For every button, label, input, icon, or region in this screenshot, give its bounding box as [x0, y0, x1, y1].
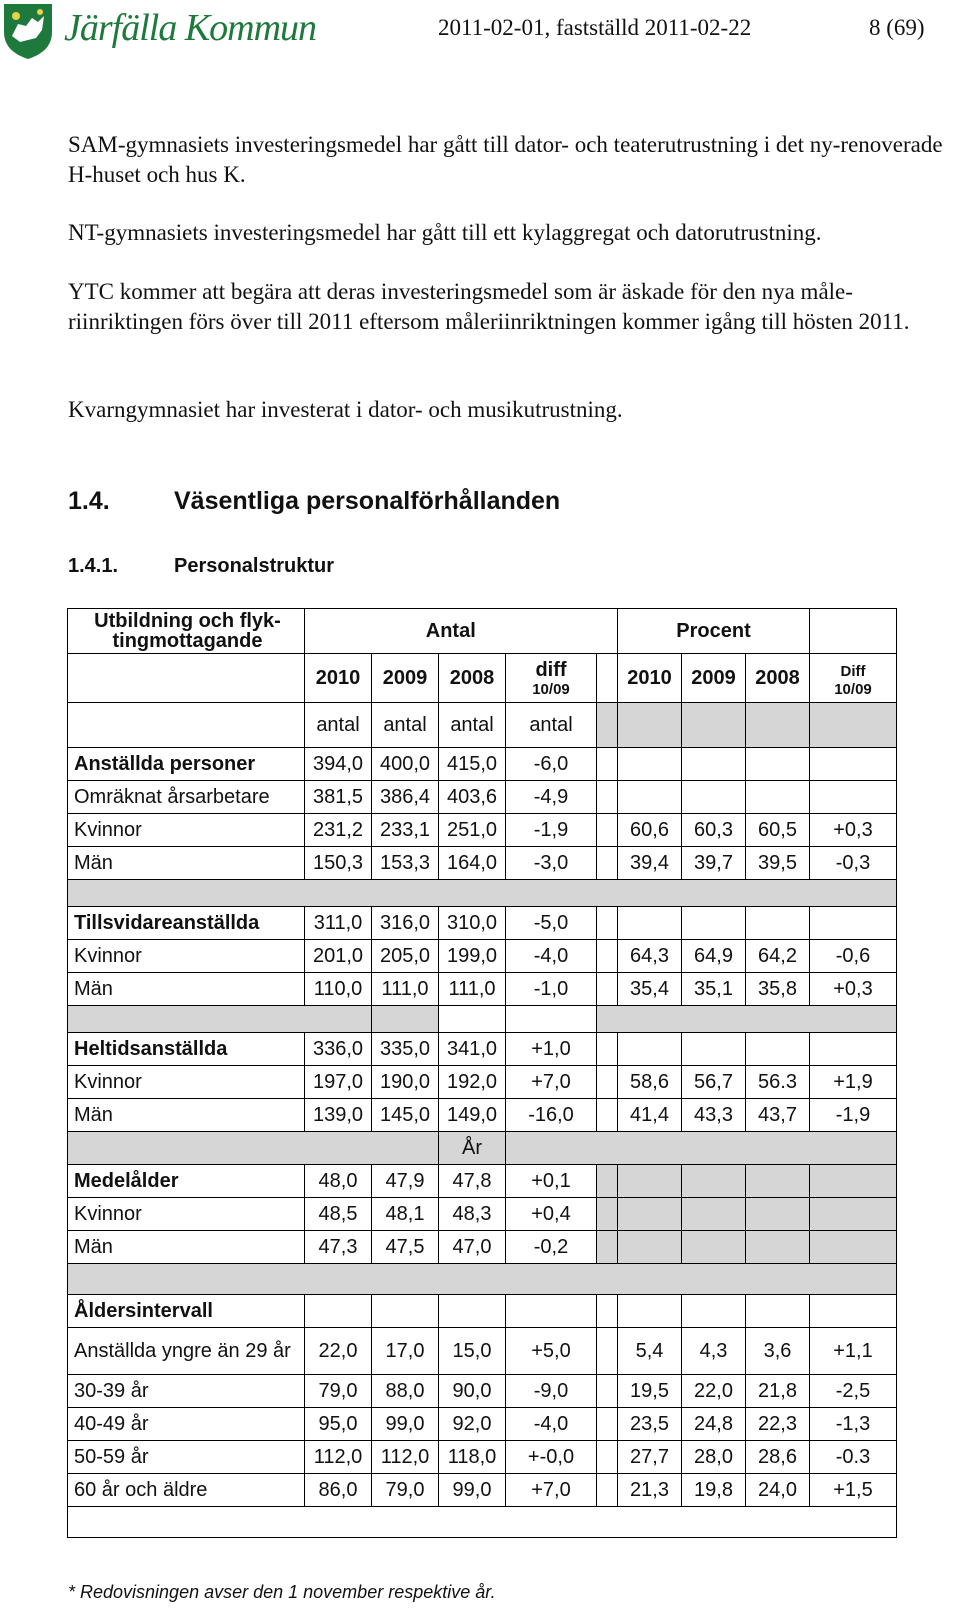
antal-cell: 394,0 [305, 748, 372, 781]
antal-cell: 48,1 [372, 1198, 439, 1231]
procent-cell [682, 1198, 746, 1231]
procent-cell: 22,3 [746, 1408, 810, 1441]
antal-cell: +-0,0 [506, 1441, 597, 1474]
antal-cell: 311,0 [305, 907, 372, 940]
antal-cell: 335,0 [372, 1033, 439, 1066]
table-body-part [68, 748, 897, 880]
antal-cell: 48,0 [305, 1165, 372, 1198]
subsection-number: 1.4.1. [68, 555, 119, 577]
personnel-structure-table [67, 608, 897, 1538]
antal-cell: 92,0 [439, 1408, 506, 1441]
procent-cell [746, 907, 810, 940]
logo-wordmark: Järfälla Kommun [64, 7, 317, 49]
antal-cell: -0,2 [506, 1231, 597, 1264]
procent-cell: 27,7 [618, 1441, 682, 1474]
antal-cell: 79,0 [305, 1375, 372, 1408]
antal-cell: 386,4 [372, 781, 439, 814]
antal-cell: 95,0 [305, 1408, 372, 1441]
procent-cell: -1,9 [810, 1099, 897, 1132]
antal-cell: -6,0 [506, 748, 597, 781]
table-body-part [68, 907, 897, 1006]
antal-cell: 112,0 [372, 1441, 439, 1474]
table-end-row [68, 1507, 897, 1538]
procent-cell [618, 1165, 682, 1198]
procent-cell [810, 1295, 897, 1328]
antal-cell: 118,0 [439, 1441, 506, 1474]
procent-cell: 60,3 [682, 814, 746, 847]
procent-cell [618, 1231, 682, 1264]
row-label: Anställda yngre än 29 år [68, 1328, 305, 1375]
row-label: 30-39 år [68, 1375, 305, 1408]
antal-cell: -4,9 [506, 781, 597, 814]
subsection-title: Personalstruktur [174, 555, 335, 577]
table-row [68, 1295, 897, 1328]
antal-cell: 153,3 [372, 847, 439, 880]
antal-cell: 403,6 [439, 781, 506, 814]
diff-header [506, 654, 597, 703]
procent-cell: 64,2 [746, 940, 810, 973]
procent-cell: -1,3 [810, 1408, 897, 1441]
paragraph-kvarn: Kvarngymnasiet har investerat i dator- och musikutrustning. [68, 397, 623, 422]
procent-cell [746, 1033, 810, 1066]
antal-cell [439, 1295, 506, 1328]
procent-cell: +1,1 [810, 1328, 897, 1375]
procent-cell: 58,6 [618, 1066, 682, 1099]
row-label: Anställda personer [68, 748, 305, 781]
table-row [68, 1375, 897, 1408]
row-label: Heltidsanställda [68, 1033, 305, 1066]
antal-cell: -1,0 [506, 973, 597, 1006]
table-row [68, 940, 897, 973]
procent-cell: +1,9 [810, 1066, 897, 1099]
procent-cell [810, 1033, 897, 1066]
procent-cell: 56,7 [682, 1066, 746, 1099]
antal-cell [305, 1295, 372, 1328]
table-row [68, 1165, 897, 1198]
procent-cell [810, 748, 897, 781]
unit-label: antal [506, 703, 597, 748]
antal-cell: -16,0 [506, 1099, 597, 1132]
procent-cell [682, 748, 746, 781]
antal-cell: +7,0 [506, 1066, 597, 1099]
procent-cell: +0,3 [810, 973, 897, 1006]
antal-cell: 150,3 [305, 847, 372, 880]
antal-cell: 201,0 [305, 940, 372, 973]
antal-cell: 48,5 [305, 1198, 372, 1231]
year-header: 2009 [372, 654, 439, 703]
table-corner-label: Utbildning och flyk-tingmottagande [68, 609, 305, 654]
procent-cell: 19,5 [618, 1375, 682, 1408]
row-label: 40-49 år [68, 1408, 305, 1441]
antal-cell: +0,1 [506, 1165, 597, 1198]
paragraph-ytc: YTC kommer att begära att deras investeringsmedel som är äskade för den nya måle-riinriktingen förs över till 2011 eftersom måleriinriktningen kommer igång till hösten 2011. [68, 279, 910, 334]
table-row [68, 907, 897, 940]
antal-cell: 341,0 [439, 1033, 506, 1066]
procent-cell [618, 1198, 682, 1231]
procent-cell [810, 1165, 897, 1198]
procent-cell: 43,3 [682, 1099, 746, 1132]
row-label: Män [68, 1231, 305, 1264]
table-row [68, 781, 897, 814]
antal-cell: 48,3 [439, 1198, 506, 1231]
table-row [68, 1328, 897, 1375]
antal-cell: 415,0 [439, 748, 506, 781]
procent-cell: 4,3 [682, 1328, 746, 1375]
procent-cell [682, 781, 746, 814]
row-label: Kvinnor [68, 1066, 305, 1099]
paragraph-sam: SAM-gymnasiets investeringsmedel har gått till dator- och teaterutrustning i det ny-renoverade H-huset och hus K. [68, 132, 943, 187]
procent-cell [682, 1231, 746, 1264]
antal-cell: 310,0 [439, 907, 506, 940]
procent-cell: +0,3 [810, 814, 897, 847]
procent-cell: 35,4 [618, 973, 682, 1006]
table-footnote: * Redovisningen avser den 1 november respektive år. [68, 1582, 496, 1602]
procent-cell [618, 1033, 682, 1066]
procent-cell: 23,5 [618, 1408, 682, 1441]
procent-cell [810, 1198, 897, 1231]
antal-cell: +5,0 [506, 1328, 597, 1375]
procent-cell: -0.3 [810, 1441, 897, 1474]
unit-label: antal [305, 703, 372, 748]
table-row [68, 1474, 897, 1507]
procent-cell [746, 1295, 810, 1328]
row-label: Kvinnor [68, 940, 305, 973]
procent-cell: -2,5 [810, 1375, 897, 1408]
procent-cell: 64,9 [682, 940, 746, 973]
antal-cell: 110,0 [305, 973, 372, 1006]
header-row-years [68, 654, 897, 703]
unit-label-ar: År [439, 1132, 506, 1165]
procent-cell: 39,4 [618, 847, 682, 880]
antal-cell: 17,0 [372, 1328, 439, 1375]
diff-header-main: Diff [840, 662, 866, 680]
section-number: 1.4. [68, 487, 110, 515]
procent-cell [810, 907, 897, 940]
paragraph-nt: NT-gymnasiets investeringsmedel har gått till ett kylaggregat och datorutrustning. [68, 220, 822, 245]
antal-cell: 47,3 [305, 1231, 372, 1264]
antal-cell: -3,0 [506, 847, 597, 880]
table-row [68, 973, 897, 1006]
document-date: 2011-02-01, fastställd 2011-02-22 [438, 15, 752, 40]
procent-cell: 35,1 [682, 973, 746, 1006]
antal-cell: 233,1 [372, 814, 439, 847]
procent-cell: +1,5 [810, 1474, 897, 1507]
table-body-part [68, 1165, 897, 1264]
diff-header-main: diff [535, 658, 567, 681]
procent-cell [618, 907, 682, 940]
antal-cell: 47,8 [439, 1165, 506, 1198]
procent-cell: 22,0 [682, 1375, 746, 1408]
diff-header-sub: 10/09 [532, 680, 570, 698]
table-row [68, 1099, 897, 1132]
antal-cell: 251,0 [439, 814, 506, 847]
antal-cell: +7,0 [506, 1474, 597, 1507]
table-row [68, 814, 897, 847]
procent-cell [682, 907, 746, 940]
header-row-groups [68, 609, 897, 654]
antal-cell: 316,0 [372, 907, 439, 940]
antal-cell: 149,0 [439, 1099, 506, 1132]
procent-cell [682, 1033, 746, 1066]
antal-cell: -4,0 [506, 940, 597, 973]
procent-cell [746, 1165, 810, 1198]
table-row [68, 847, 897, 880]
procent-cell: 39,7 [682, 847, 746, 880]
antal-cell: -9,0 [506, 1375, 597, 1408]
table-body-part [68, 1033, 897, 1132]
procent-cell: 28,6 [746, 1441, 810, 1474]
procent-cell: 5,4 [618, 1328, 682, 1375]
procent-cell [618, 1295, 682, 1328]
row-label: 50-59 år [68, 1441, 305, 1474]
procent-cell [682, 1165, 746, 1198]
procent-cell: 60,5 [746, 814, 810, 847]
row-label: Kvinnor [68, 1198, 305, 1231]
table-row [68, 748, 897, 781]
procent-cell: 28,0 [682, 1441, 746, 1474]
antal-cell: +1,0 [506, 1033, 597, 1066]
procent-cell [618, 781, 682, 814]
unit-label: antal [372, 703, 439, 748]
antal-cell: +0,4 [506, 1198, 597, 1231]
row-label: Män [68, 973, 305, 1006]
antal-cell: -1,9 [506, 814, 597, 847]
procent-cell [746, 1198, 810, 1231]
spacer-row [68, 1264, 897, 1295]
procent-cell: -0,6 [810, 940, 897, 973]
procent-cell: 64,3 [618, 940, 682, 973]
procent-cell: 21,3 [618, 1474, 682, 1507]
antal-cell: 139,0 [305, 1099, 372, 1132]
antal-cell: 197,0 [305, 1066, 372, 1099]
row-label: Tillsvidareanställda [68, 907, 305, 940]
spacer-row [68, 1006, 897, 1033]
antal-cell: 192,0 [439, 1066, 506, 1099]
antal-cell: 111,0 [372, 973, 439, 1006]
antal-cell: 79,0 [372, 1474, 439, 1507]
antal-cell: 99,0 [439, 1474, 506, 1507]
antal-cell: 22,0 [305, 1328, 372, 1375]
table-row [68, 1231, 897, 1264]
antal-cell: -5,0 [506, 907, 597, 940]
procent-cell: 35,8 [746, 973, 810, 1006]
year-header: 2010 [305, 654, 372, 703]
row-label: Män [68, 847, 305, 880]
procent-cell [746, 748, 810, 781]
antal-cell: 400,0 [372, 748, 439, 781]
antal-cell: 199,0 [439, 940, 506, 973]
unit-row-ar [68, 1132, 897, 1165]
group-header-procent: Procent [618, 609, 810, 654]
antal-cell: 111,0 [439, 973, 506, 1006]
antal-cell: 88,0 [372, 1375, 439, 1408]
antal-cell [506, 1295, 597, 1328]
table-row [68, 1408, 897, 1441]
year-header: 2010 [618, 654, 682, 703]
antal-cell: 47,0 [439, 1231, 506, 1264]
year-header: 2008 [746, 654, 810, 703]
table-row [68, 1441, 897, 1474]
antal-cell: 231,2 [305, 814, 372, 847]
procent-cell [618, 748, 682, 781]
procent-cell [810, 781, 897, 814]
antal-cell: 190,0 [372, 1066, 439, 1099]
procent-cell: 19,8 [682, 1474, 746, 1507]
table-row [68, 1198, 897, 1231]
unit-label: antal [439, 703, 506, 748]
row-label: Medelålder [68, 1165, 305, 1198]
row-label: 60 år och äldre [68, 1474, 305, 1507]
row-label: Män [68, 1099, 305, 1132]
procent-cell: -0,3 [810, 847, 897, 880]
spacer-row [68, 880, 897, 907]
antal-cell: 205,0 [372, 940, 439, 973]
antal-cell: 90,0 [439, 1375, 506, 1408]
year-header: 2008 [439, 654, 506, 703]
antal-cell: 99,0 [372, 1408, 439, 1441]
diff-header-sub: 10/09 [834, 680, 872, 698]
antal-cell: 86,0 [305, 1474, 372, 1507]
row-label: Kvinnor [68, 814, 305, 847]
procent-cell [810, 1231, 897, 1264]
procent-cell: 24,0 [746, 1474, 810, 1507]
table-row [68, 1066, 897, 1099]
antal-cell [372, 1295, 439, 1328]
antal-cell: 47,9 [372, 1165, 439, 1198]
procent-cell: 24,8 [682, 1408, 746, 1441]
antal-cell: 47,5 [372, 1231, 439, 1264]
procent-cell [746, 781, 810, 814]
antal-cell: 145,0 [372, 1099, 439, 1132]
year-header: 2009 [682, 654, 746, 703]
antal-cell: -4,0 [506, 1408, 597, 1441]
table-body-part [68, 1295, 897, 1507]
antal-cell: 15,0 [439, 1328, 506, 1375]
procent-cell: 21,8 [746, 1375, 810, 1408]
page-number: 8 (69) [869, 15, 925, 40]
procent-cell: 39,5 [746, 847, 810, 880]
procent-cell: 60,6 [618, 814, 682, 847]
procent-cell: 3,6 [746, 1328, 810, 1375]
coat-of-arms-icon [2, 2, 54, 60]
header-row-units [68, 703, 897, 748]
row-label: Omräknat årsarbetare [68, 781, 305, 814]
antal-cell: 381,5 [305, 781, 372, 814]
procent-cell: 43,7 [746, 1099, 810, 1132]
section-title: Väsentliga personalförhållanden [174, 487, 561, 515]
procent-cell [746, 1231, 810, 1264]
group-header-antal: Antal [305, 609, 597, 654]
page-header [0, 0, 960, 70]
antal-cell: 112,0 [305, 1441, 372, 1474]
procent-cell [682, 1295, 746, 1328]
antal-cell: 164,0 [439, 847, 506, 880]
procent-cell: 56.3 [746, 1066, 810, 1099]
procent-cell: 41,4 [618, 1099, 682, 1132]
diff-header [810, 654, 897, 703]
antal-cell: 336,0 [305, 1033, 372, 1066]
table-row [68, 1033, 897, 1066]
row-label: Åldersintervall [68, 1295, 305, 1328]
